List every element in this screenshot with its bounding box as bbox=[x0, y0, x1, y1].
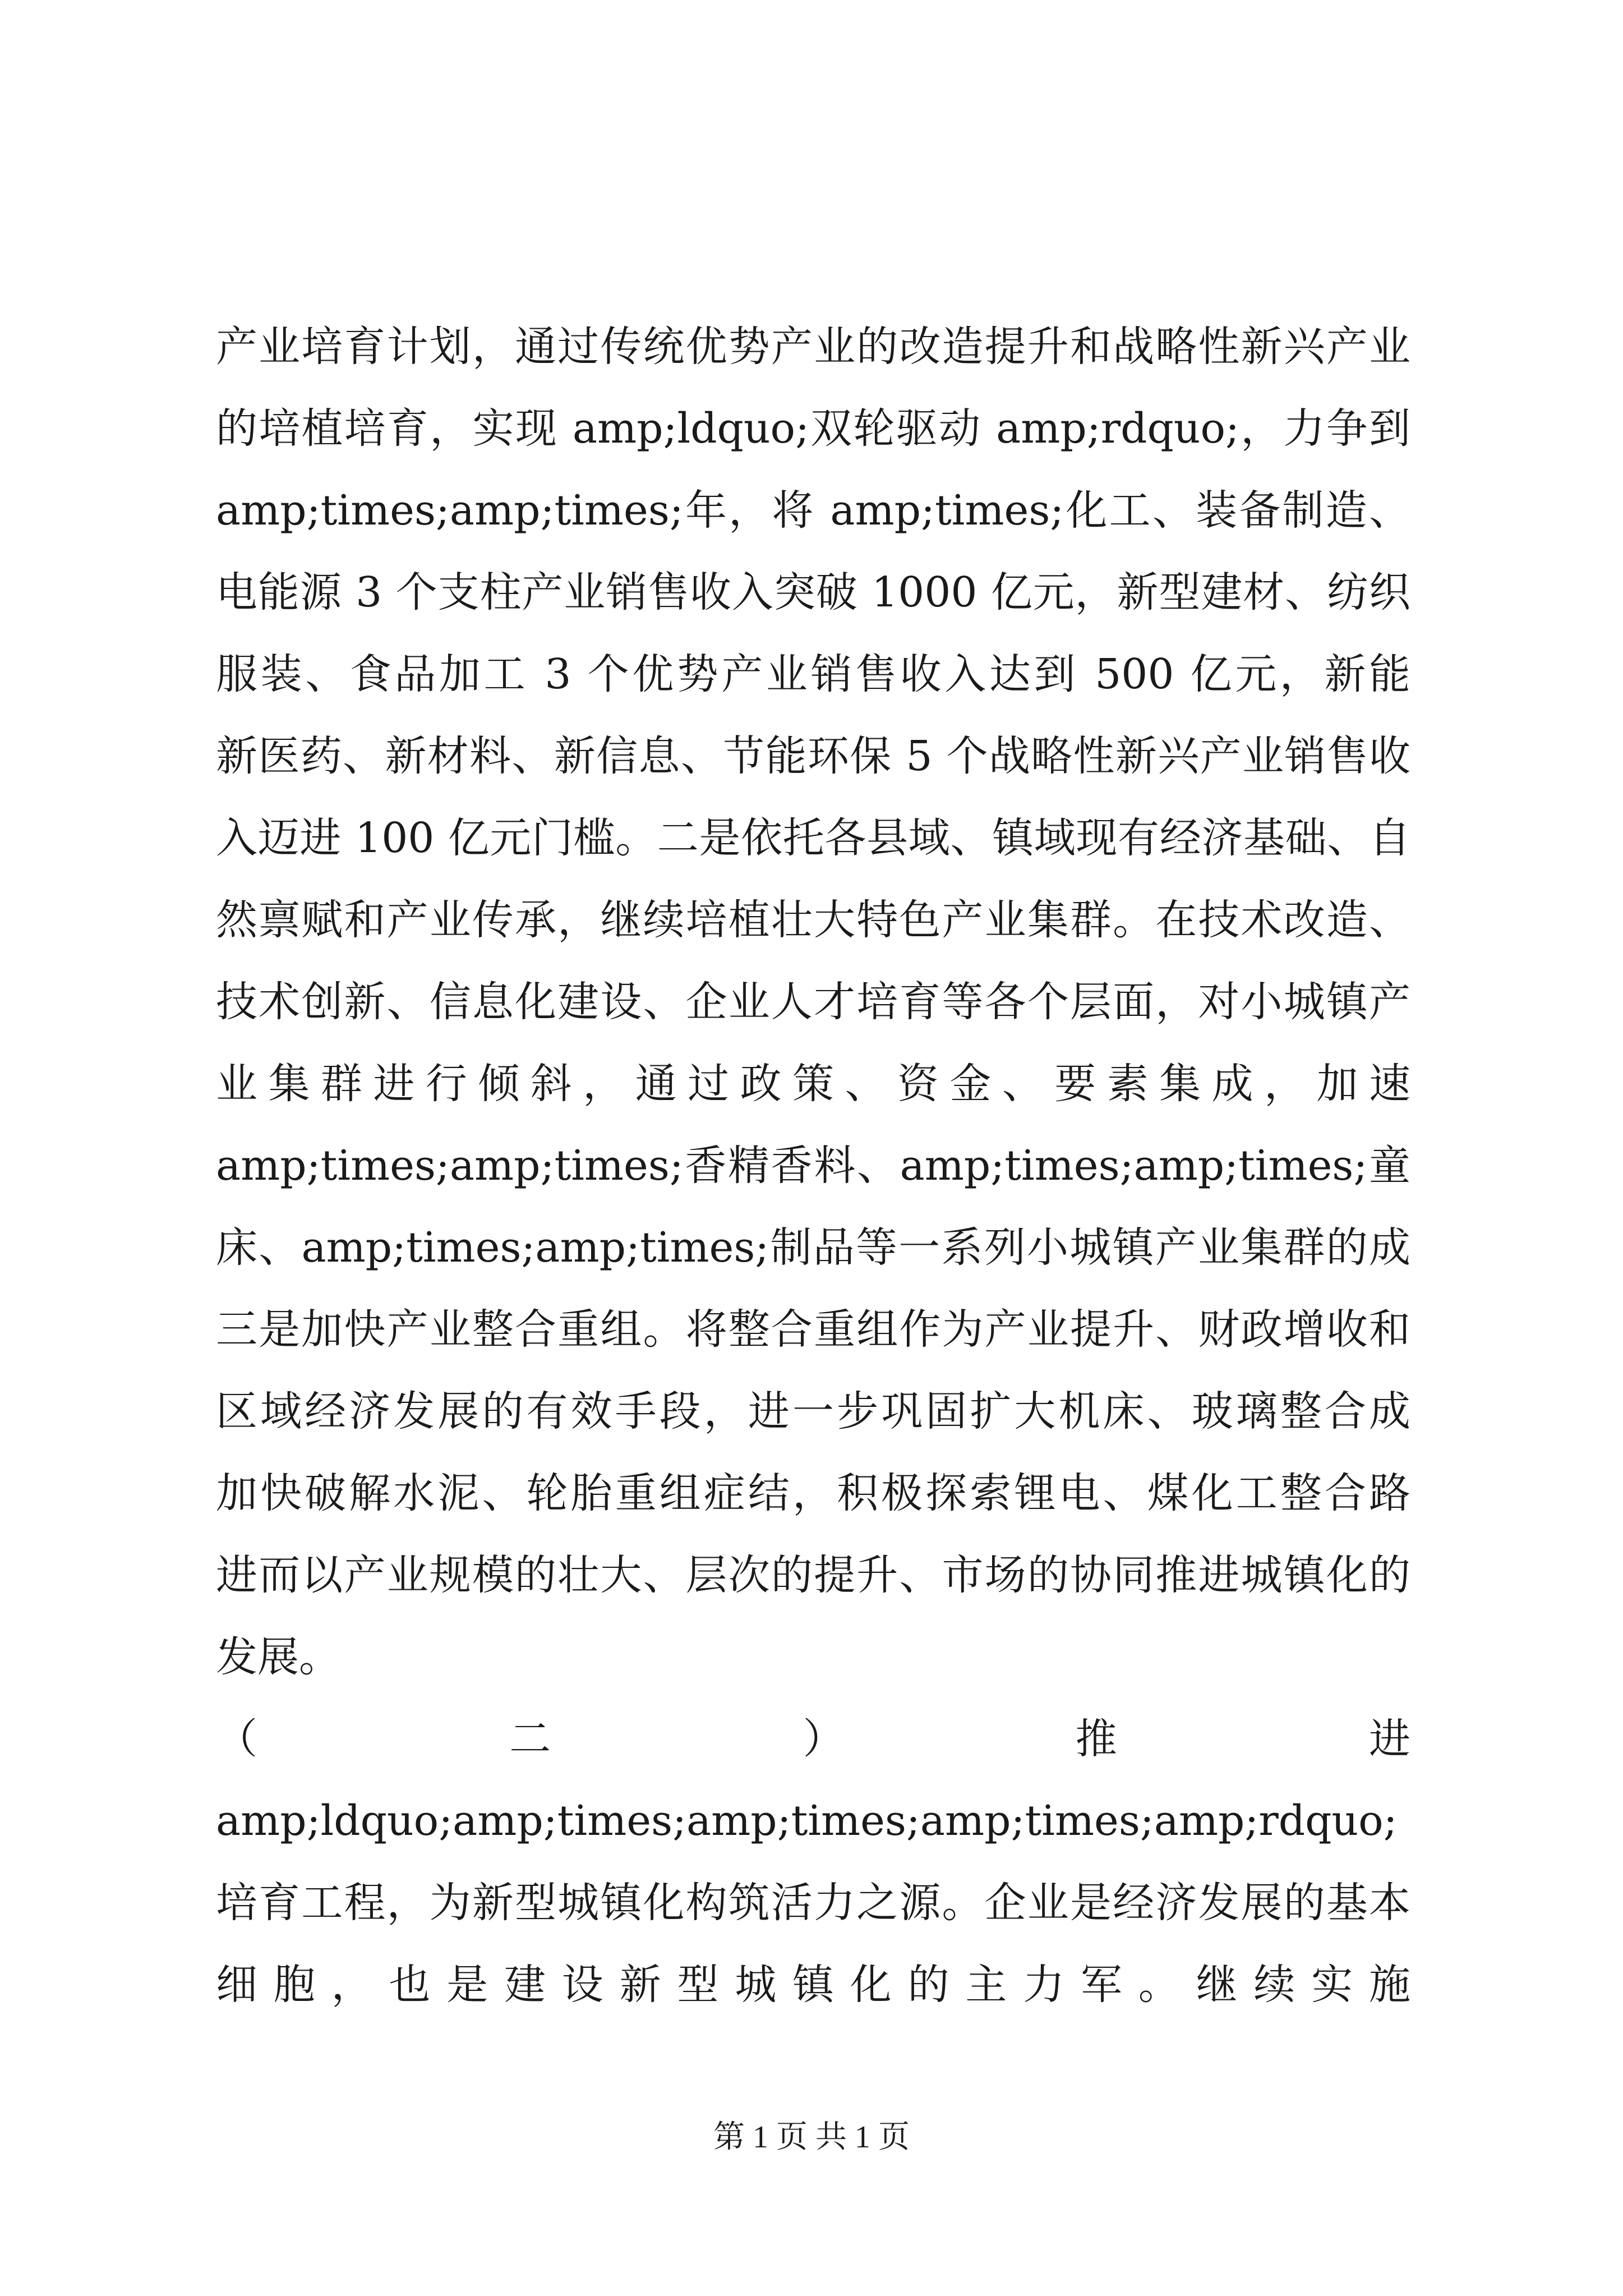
text-line-2: 的培植培育，实现 amp;ldquo;双轮驱动 amp;rdquo;，力争到 bbox=[216, 404, 1410, 453]
text-line-21: 细胞，也是建设新型城镇化的主力军。继续实施 bbox=[216, 1961, 1410, 2009]
text-line-20: 培育工程，为新型城镇化构筑活力之源。企业是经济发展的基本 bbox=[216, 1879, 1410, 1927]
text-line-17: 发展。 bbox=[216, 1633, 340, 1681]
text-line-9: 技术创新、信息化建设、企业人才培育等各个层面，对小城镇产 bbox=[216, 978, 1410, 1026]
text-line-12: 床、amp;times;amp;times;制品等一系列小城镇产业集群的成 bbox=[216, 1223, 1410, 1272]
page-footer: 第 1 页 共 1 页 bbox=[713, 2120, 910, 2155]
text-line-4: 电能源 3 个支柱产业销售收入突破 1000 亿元，新型建材、纺织 bbox=[216, 568, 1410, 616]
text-line-8: 然禀赋和产业传承，继续培植壮大特色产业集群。在技术改造、 bbox=[216, 896, 1410, 944]
text-line-7: 入迈进 100 亿元门槛。二是依托各县域、镇域现有经济基础、自 bbox=[216, 814, 1410, 862]
text-line-15: 加快破解水泥、轮胎重组症结，积极探索锂电、煤化工整合路 bbox=[216, 1469, 1410, 1517]
text-line-13: 三是加快产业整合重组。将整合重组作为产业提升、财政增收和 bbox=[216, 1305, 1410, 1354]
text-line-16: 进而以产业规模的壮大、层次的提升、市场的协同推进城镇化的 bbox=[216, 1551, 1410, 1599]
text-line-18: （ 二 ） 推 进 bbox=[216, 1715, 1410, 1763]
text-line-19: amp;ldquo;amp;times;amp;times;amp;times;amp;rdquo; bbox=[216, 1797, 1398, 1845]
body-text bbox=[216, 306, 1410, 2026]
text-line-14: 区域经济发展的有效手段，进一步巩固扩大机床、玻璃整合成 bbox=[216, 1387, 1410, 1435]
text-line-3: amp;times;amp;times;年，将 amp;times;化工、装备制造、 bbox=[216, 486, 1410, 535]
text-line-11: amp;times;amp;times;香精香料、amp;times;amp;times;童 bbox=[216, 1142, 1410, 1190]
text-line-1: 产业培育计划，通过传统优势产业的改造提升和战略性新兴产业 bbox=[216, 323, 1410, 371]
text-line-6: 新医药、新材料、新信息、节能环保 5 个战略性新兴产业销售收 bbox=[216, 732, 1410, 780]
text-line-5: 服装、食品加工 3 个优势产业销售收入达到 500 亿元，新能 bbox=[216, 650, 1410, 698]
text-line-10: 业集群进行倾斜，通过政策、资金、要素集成，加速 bbox=[216, 1060, 1410, 1108]
